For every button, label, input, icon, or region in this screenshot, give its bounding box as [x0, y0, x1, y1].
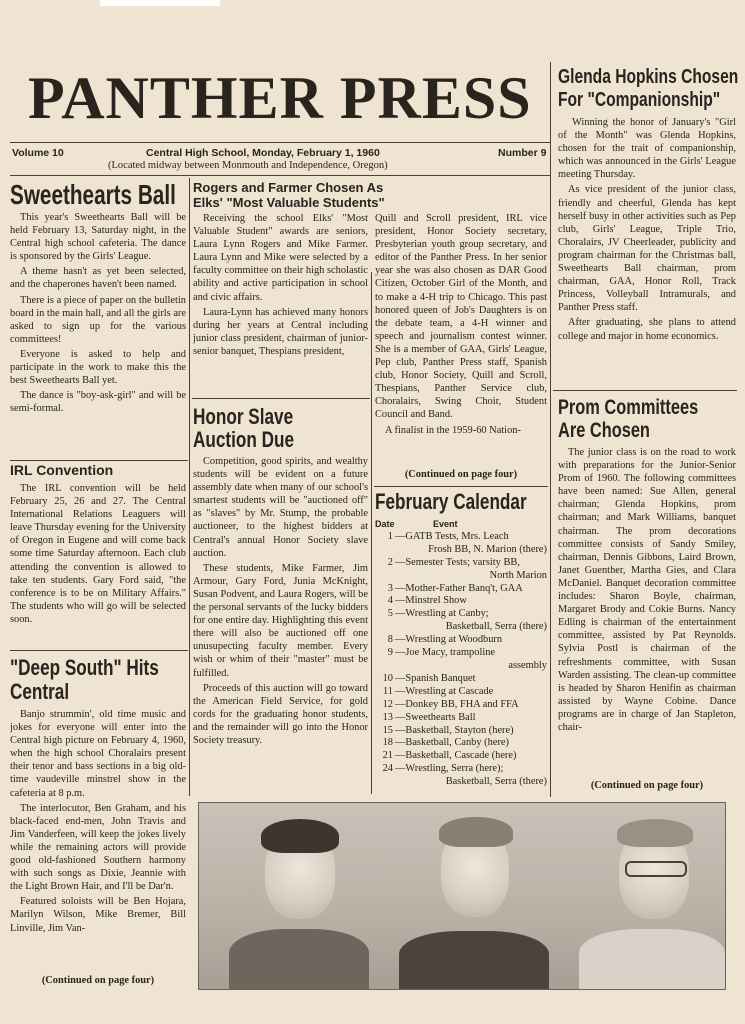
deep-south-paragraph: Banjo strummin', old time music and jokes for everyone will enter into the Central high picture on February 4, 1960, when the high school Choralairs present their tenor and bass sections in a big old-time vaudeville minstrel show in the cafeteria at 8 p.m. — [10, 709, 186, 799]
rogers-paragraph: Laura-Lynn has achieved many honors during her years at Central including junior class president, chairman of junior-senior banquet, Thespians president, — [193, 306, 368, 357]
sweethearts-paragraph: There is a piece of paper on the bulletin board in the main hall, and all the girls are asked to sign up for the various committees! — [10, 294, 186, 345]
calendar-event: Spanish Banquet — [405, 672, 476, 684]
location-line: (Located midway between Monmouth and Independence, Oregon) — [108, 160, 388, 171]
students-photo — [198, 802, 726, 990]
calendar-day: 9 — [387, 647, 393, 659]
calendar-event: Basketball, Cascade (here) — [405, 750, 517, 762]
deep-south-continued: (Continued on page four) — [41, 975, 155, 986]
calendar-event-continued: assembly — [508, 659, 547, 671]
calendar-dash: — — [395, 595, 406, 607]
calendar-row — [375, 608, 547, 621]
rogers-body-right — [375, 212, 547, 466]
calendar-day: 11 — [382, 685, 393, 697]
calendar-row — [375, 686, 547, 699]
auction-paragraph: Competition, good spirits, and wealthy students will be evident on a future assembly date when many of our school's smartest students will be "auctioned off" as "slaves" by Mr. Stump, the probable auctioneer, to the highest bidders at Central's annual Honor Society slave auction. — [193, 456, 368, 559]
calendar-row — [375, 763, 547, 776]
calendar-day: 18 — [382, 737, 393, 749]
deep-south-paragraph: The interlocutor, Ben Graham, and his black-faced end-men, John Travis and Jim Vanderfeen, will keep the jokes lively while the remaining actors will provide good old-fashioned Southern harmony with such songs as Dixie, Jeannie with the Light Brown Hair, and I'll be Dar'n. — [10, 802, 186, 893]
rogers-paragraph: Quill and Scroll president, IRL vice president, Honor Society secretary, Presbyterian youth group secretary, and editor of the Panther Press. In her senior year she was also chosen as DAR Good Citizen, October Girl of the Month, and to make a 4-H trip to Chicago. This past honored queen of Job's Daughters is on the debate team, a 4-H winner and speech and journalism contest winner. She is a member of GAA, Girls' League, Pep club, Panther Press staff, Spanish club, Honor Society, Quill and Scroll, Thespians, Panther Service club, Choralairs, Swing Choir, Student Council and Band. — [375, 213, 547, 421]
auction-paragraph: These students, Mike Farmer, Jim Armour, Gary Ford, Junia McKnight, Susan Podvent, and Laura Rogers, will be the personal servants of the lucky bidders for one entire day. Highlighting this event there will also be auctioned off one unusupecting faculty member. Every wish or whim of their "master" must be fulfilled. — [193, 562, 368, 679]
calendar-row — [375, 712, 547, 725]
calendar-dash: — — [395, 556, 406, 568]
calendar-header-row — [375, 518, 547, 531]
calendar-event: Semester Tests; varsity BB, — [405, 556, 520, 568]
section-rule-prom — [553, 390, 737, 391]
sweethearts-paragraph: The dance is "boy-ask-girl" and will be semi-formal. — [10, 390, 186, 415]
calendar-table — [375, 518, 547, 796]
calendar-day: 24 — [382, 763, 393, 775]
section-rule-deep-south — [10, 650, 188, 651]
auction-body — [193, 455, 368, 795]
calendar-event-continued: North Marion — [489, 569, 547, 581]
column-rule-2 — [371, 272, 372, 794]
section-rule-auction — [192, 398, 370, 399]
irl-body — [10, 482, 186, 648]
calendar-dash: — — [395, 737, 406, 749]
deep-south-body — [10, 708, 186, 972]
section-rule-calendar — [374, 486, 548, 487]
calendar-dash: — — [395, 750, 406, 762]
sweethearts-body — [10, 211, 186, 457]
calendar-row — [375, 673, 547, 686]
masthead-title: PANTHER PRESS — [28, 65, 532, 131]
glenda-headline: Glenda Hopkins Chosen For "Companionship" — [558, 66, 739, 111]
auction-headline: Honor Slave Auction Due — [193, 404, 295, 452]
calendar-day: 5 — [387, 608, 393, 620]
calendar-row — [375, 725, 547, 738]
calendar-day: 8 — [387, 634, 393, 646]
prom-continued: (Continued on page four) — [590, 780, 704, 791]
calendar-event: Wrestling at Cascade — [405, 685, 494, 697]
sweethearts-headline: Sweethearts Ball — [10, 179, 176, 210]
irl-paragraph: The IRL convention will be held February 25, 26 and 27. The Central International Relations Leaguers will leave Thursday evening for the University of Oregon in Eugene and will come back some time Saturday afternoon. Each club attending the convention is allowed to take ten students. Gary Ford said, "the conference is to be on Military Affairs." The students who will go will be selected soon. — [10, 483, 186, 625]
calendar-row — [375, 647, 547, 660]
sweethearts-article — [10, 180, 186, 210]
issue-number: Number 9 — [498, 147, 547, 159]
calendar-dash: — — [395, 672, 406, 684]
calendar-event: Donkey BB, FHA and FFA — [405, 698, 519, 710]
calendar-dash: — — [395, 685, 406, 697]
calendar-event-continued: Basketball, Serra (there) — [445, 621, 547, 633]
glasses-icon — [625, 861, 687, 877]
calendar-event: Basketball, Canby (here) — [405, 737, 509, 749]
calendar-dash: — — [395, 530, 406, 542]
calendar-day: 2 — [387, 556, 393, 568]
rogers-body-left — [193, 212, 368, 396]
section-rule-irl — [10, 460, 188, 461]
calendar-dash: — — [395, 582, 406, 594]
auction-paragraph: Proceeds of this auction will go toward the American Field Service, for gold cords for the graduating honor students, and the remainder will go into the Honor Society treasury. — [193, 682, 368, 746]
masthead-rule-bottom — [10, 175, 550, 176]
calendar-event: Minstrel Show — [405, 595, 467, 607]
calendar-dash: — — [395, 711, 406, 723]
glenda-paragraph: After graduating, she plans to attend college and major in home economics. — [558, 317, 736, 342]
calendar-event-continued: Frosh BB, N. Marion (there) — [428, 543, 547, 555]
sweethearts-paragraph: This year's Sweethearts Ball will be held February 13, Saturday night, in the Central high school cafeteria. The dance is sponsored by the Girls' League. — [10, 212, 186, 263]
calendar-dash: — — [395, 698, 406, 710]
glenda-paragraph: As vice president of the junior class, friendly and cheerful, Glenda has kept herself busy in other activities such as Pep club, Girls' League, Triple Trio, Choralairs, JV Cheerleader, publicity and program chairman for the Christmas ball, Sweethearts Ball chairman, prom chairman, GAA, Honor Roll, Track Princess, Volleyball Intramurals, and Panther Press staff. — [558, 184, 736, 314]
calendar-row — [375, 583, 547, 596]
calendar-dash: — — [395, 634, 406, 646]
calendar-row — [375, 699, 547, 712]
glenda-paragraph: Winning the honor of January's "Girl of the Month" was Glenda Hopkins, chosen for the trait of companionship, which was announced in the Girls' League meeting Thursday. — [558, 117, 736, 181]
prom-paragraph: The junior class is on the road to work with preparations for the Junior-Senior Prom of 1960. The following committees have been named: Sue Allen, general chairman; Glenda Hopkins, prom chairman; and Mark Williams, banquet chairman. The prom decorations committee consists of Sandy Smiley, chairman, Dennis Gibbons, Laird Brown, Janet Guenther, Martha Gies, and Clara McDaniel. Banquet decoration committee includes: Sharon Boyle, chairman, Margaret Brody and Cokie Burns. Nancy Edling is chairman of the entertainment committee, assisted by Pat Reynolds. Sylvia Postl is chairman of the refreshments committee, with Susan Warden assisting. The clean-up committee is headed by Sharon Henifin as chairman assisted by Wayne Cobine. Dance programs are in charge of Jan Stapleton, chair- — [558, 447, 736, 733]
calendar-event-continued: Basketball, Serra (there) — [445, 776, 547, 788]
column-rule-3 — [550, 62, 551, 797]
calendar-event: Wrestling, Serra (here); — [405, 763, 504, 775]
calendar-row — [375, 557, 547, 570]
calendar-day: 10 — [382, 672, 393, 684]
dateline: Central High School, Monday, February 1, 1960 — [146, 147, 380, 159]
calendar-headline: February Calendar — [375, 489, 527, 514]
calendar-day: 12 — [382, 698, 393, 710]
rogers-headline-line1: Rogers and Farmer Chosen As — [193, 180, 384, 195]
glenda-body — [558, 116, 736, 388]
prom-headline: Prom Committees Are Chosen — [558, 396, 699, 442]
rogers-paragraph: A finalist in the 1959-60 Nation- — [385, 424, 521, 436]
calendar-row — [375, 531, 547, 544]
student-photo-figure — [229, 809, 369, 989]
calendar-row — [375, 634, 547, 647]
calendar-dash: — — [395, 724, 406, 736]
calendar-event: GATB Tests, Mrs. Leach — [405, 530, 509, 542]
calendar-day: 3 — [387, 582, 393, 594]
irl-headline: IRL Convention — [10, 462, 114, 478]
calendar-event-header: Event — [433, 519, 458, 529]
calendar-event: Basketball, Stayton (here) — [405, 724, 514, 736]
rogers-continued: (Continued on page four) — [404, 469, 518, 480]
calendar-dash: — — [395, 608, 406, 620]
student-photo-figure — [579, 809, 725, 989]
calendar-dash: — — [395, 763, 406, 775]
torn-paper-edge — [100, 0, 220, 6]
calendar-date-header: Date — [375, 519, 395, 529]
calendar-event: Wrestling at Woodburn — [405, 634, 503, 646]
calendar-rows — [375, 531, 547, 789]
calendar-row — [375, 595, 547, 608]
rogers-headline-line2: Elks' "Most Valuable Students" — [193, 195, 385, 210]
volume-label: Volume 10 — [12, 147, 64, 159]
calendar-event: Sweethearts Ball — [405, 711, 476, 723]
calendar-day: 4 — [387, 595, 393, 607]
calendar-row — [375, 750, 547, 763]
calendar-day: 13 — [382, 711, 393, 723]
deep-south-paragraph: Featured soloists will be Ben Hojara, Marilyn Wilson, Mike Bremer, Bill Linville, Jim Van- — [10, 896, 186, 934]
masthead-rule-top — [10, 142, 550, 143]
calendar-event: Mother-Father Banq't, GAA — [405, 582, 523, 594]
calendar-event: Wrestling at Canby; — [405, 608, 489, 620]
rogers-paragraph: Receiving the school Elks' "Most Valuable Student" awards are seniors, Laura Lynn Rogers and Mike Farmer. Laura Lynn and Mike were selected by a faculty committee on their high scholastic ability and active participation in school and civic affairs. — [193, 213, 368, 303]
calendar-row — [375, 737, 547, 750]
deep-south-headline: "Deep South" Hits Central — [10, 655, 159, 704]
calendar-day: 1 — [387, 530, 393, 542]
calendar-dash: — — [395, 647, 406, 659]
calendar-day: 15 — [382, 724, 393, 736]
sweethearts-paragraph: A theme hasn't as yet been selected, and the chaperones haven't been named. — [10, 266, 186, 291]
student-photo-figure — [399, 809, 549, 989]
calendar-day: 21 — [382, 750, 393, 762]
calendar-event: Joe Macy, trampoline — [405, 647, 496, 659]
prom-body — [558, 446, 736, 778]
sweethearts-paragraph: Everyone is asked to help and participate in the work to make this the best Sweethearts Ball yet. — [10, 348, 186, 387]
